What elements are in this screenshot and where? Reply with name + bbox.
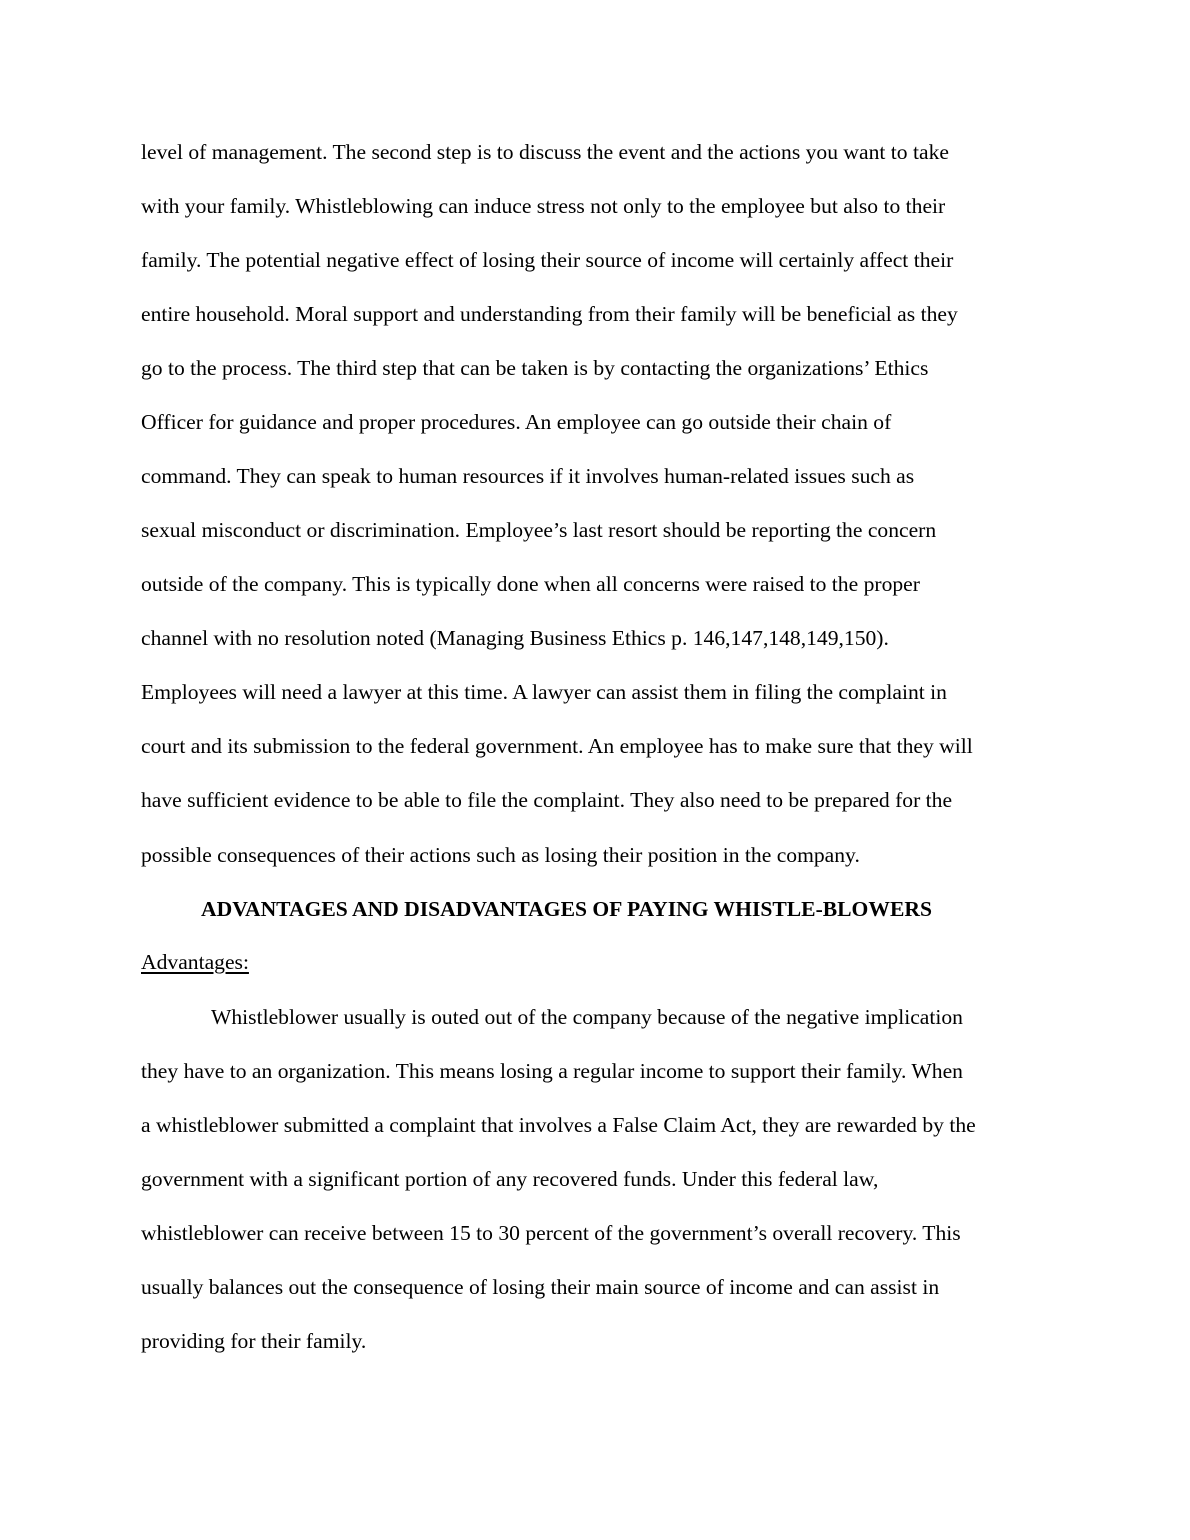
paragraph-line: go to the process. The third step that can be taken is by contacting the organizations’ Ethics [141,356,929,380]
paragraph-line: entire household. Moral support and understanding from their family will be beneficial as they [141,302,958,326]
paragraph-line: outside of the company. This is typically done when all concerns were raised to the proper [141,572,920,596]
paragraph-line: possible consequences of their actions such as losing their position in the company. [141,843,860,867]
paragraph-line: level of management. The second step is to discuss the event and the actions you want to take [141,140,949,164]
paragraph-line: whistleblower can receive between 15 to 30 percent of the government’s overall recovery. This [141,1221,961,1245]
section-heading: ADVANTAGES AND DISADVANTAGES OF PAYING WHISTLE-BLOWERS [201,897,932,921]
paragraph-line: sexual misconduct or discrimination. Employee’s last resort should be reporting the concern [141,518,937,542]
paragraph-line: court and its submission to the federal government. An employee has to make sure that they will [141,734,973,758]
paragraph-line: they have to an organization. This means losing a regular income to support their family. When [141,1059,963,1083]
paragraph-line: command. They can speak to human resources if it involves human-related issues such as [141,464,915,488]
paragraph-line: usually balances out the consequence of losing their main source of income and can assist in [141,1275,940,1299]
paragraph-line: with your family. Whistleblowing can induce stress not only to the employee but also to their [141,194,946,218]
paragraph-line: Whistleblower usually is outed out of the company because of the negative implication [211,1005,963,1029]
paragraph-line: a whistleblower submitted a complaint that involves a False Claim Act, they are rewarded by the [141,1113,976,1137]
paragraph-line: channel with no resolution noted (Managing Business Ethics p. 146,147,148,149,150). [141,626,889,650]
paragraph-line: government with a significant portion of any recovered funds. Under this federal law, [141,1167,879,1191]
paragraph-line: Employees will need a lawyer at this time. A lawyer can assist them in filing the complaint in [141,680,947,704]
paragraph-line: Officer for guidance and proper procedures. An employee can go outside their chain of [141,410,892,434]
paragraph-line: have sufficient evidence to be able to file the complaint. They also need to be prepared for the [141,788,953,812]
paragraph-line: providing for their family. [141,1329,367,1353]
advantages-subheading: Advantages: [141,950,249,974]
paragraph-line: family. The potential negative effect of losing their source of income will certainly affect their [141,248,954,272]
